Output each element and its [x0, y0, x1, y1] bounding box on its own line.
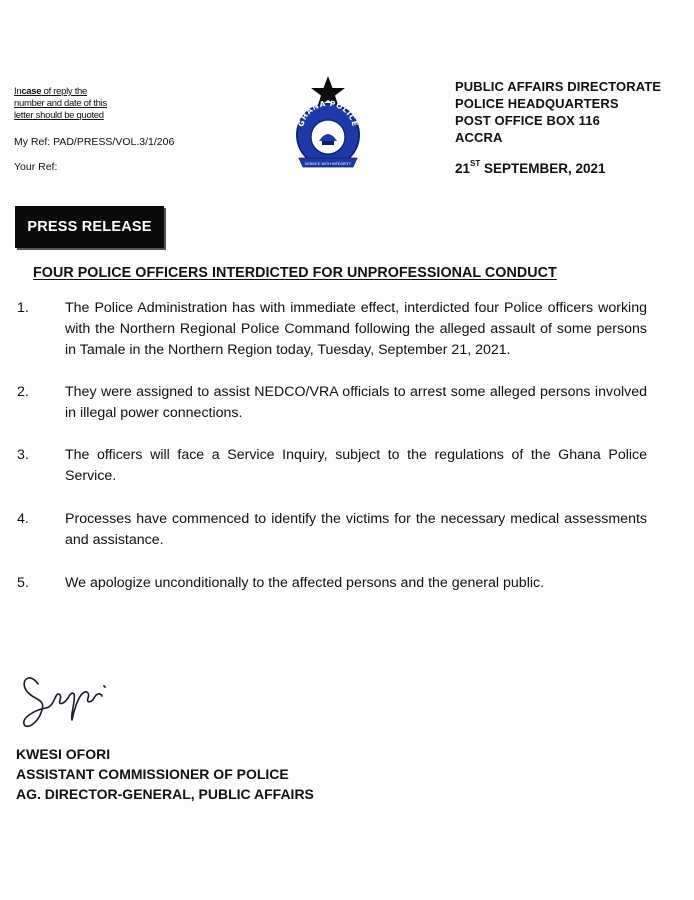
reply-note-line3: letter should be quoted — [14, 110, 104, 121]
item-text: We apologize unconditionally to the affected persons and the general public. — [65, 575, 545, 591]
release-items — [17, 298, 647, 594]
your-ref: Your Ref: — [14, 161, 58, 173]
press-release-badge — [15, 206, 164, 248]
item-number: 2. — [17, 384, 29, 400]
list-item — [17, 509, 647, 551]
date-month-year: SEPTEMBER, 2021 — [480, 161, 606, 176]
signatory-rank: ASSISTANT COMMISSIONER OF POLICE — [16, 766, 289, 782]
item-number: 1. — [17, 300, 29, 316]
address-line-headquarters: POLICE HEADQUARTERS — [455, 96, 619, 111]
list-item — [17, 573, 647, 594]
signatory-title: AG. DIRECTOR-GENERAL, PUBLIC AFFAIRS — [16, 786, 314, 802]
reply-note-line2: number and date of this — [14, 98, 107, 109]
item-text: The Police Administration has with immediate effect, interdicted four Police officers working with the Northern Regional Police Command following the alleged assault of some persons in Tamale in the Northern Region today, Tuesday, September 21, 2021. — [65, 300, 647, 358]
signatory-name: KWESI OFORI — [16, 746, 111, 762]
release-date — [455, 161, 606, 176]
crest-ribbon-text: SERVICE WITH INTEGRITY — [305, 161, 351, 166]
address-block — [455, 78, 693, 146]
my-ref: My Ref: PAD/PRESS/VOL.3/1/206 — [14, 136, 175, 148]
ghana-police-crest-icon — [285, 75, 371, 175]
list-item — [17, 298, 647, 361]
item-number: 4. — [17, 511, 29, 527]
item-text: The officers will face a Service Inquiry, subject to the regulations of the Ghana Police Service. — [65, 447, 647, 484]
item-number: 5. — [17, 575, 29, 591]
reply-note-line1: of reply the — [41, 86, 88, 97]
address-line-po-box: POST OFFICE BOX 116 — [455, 113, 600, 128]
reference-block — [14, 86, 234, 173]
address-line-city: ACCRA — [455, 130, 503, 145]
crest-arc-text: GHANA POLICE — [296, 98, 360, 128]
headline: FOUR POLICE OFFICERS INTERDICTED FOR UNPROFESSIONAL CONDUCT — [33, 265, 557, 281]
signatory-block — [16, 744, 314, 804]
item-text: Processes have commenced to identify the victims for the necessary medical assessments and assistance. — [65, 511, 647, 548]
reply-note-prefix: In — [14, 86, 22, 97]
address-line-directorate: PUBLIC AFFAIRS DIRECTORATE — [455, 79, 662, 94]
list-item — [17, 382, 647, 424]
list-item — [17, 445, 647, 487]
reply-note — [14, 86, 134, 122]
item-text: They were assigned to assist NEDCO/VRA officials to arrest some alleged persons involved in illegal power connections. — [65, 384, 647, 421]
item-number: 3. — [17, 447, 29, 463]
date-day: 21 — [455, 161, 471, 176]
date-suffix: ST — [470, 159, 481, 168]
reply-note-bold: case — [21, 86, 42, 97]
handwritten-signature-icon — [16, 670, 116, 736]
press-release-label: PRESS RELEASE — [27, 219, 152, 235]
